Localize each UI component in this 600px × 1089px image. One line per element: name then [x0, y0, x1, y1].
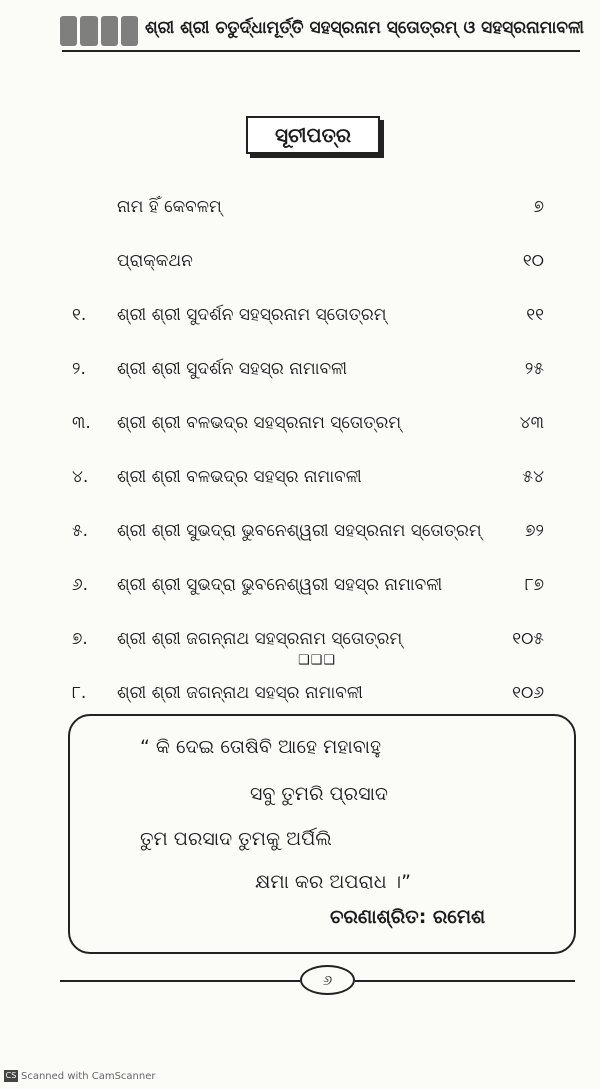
toc-row: [0, 460, 600, 494]
watermark-text: Scanned with CamScanner: [21, 1070, 156, 1082]
toc-row: [0, 676, 600, 710]
toc-number: ୬.: [72, 575, 89, 595]
footer-divider-right: [355, 980, 575, 982]
toc-page-number: ୪୩: [519, 413, 544, 433]
toc-entry-title: ନାମ ହିଁ କେବଳମ୍: [117, 197, 222, 217]
toc-page-number: ୫୪: [522, 467, 544, 487]
running-header: [40, 6, 584, 56]
page-number-badge: ୬: [300, 965, 355, 995]
toc-entry-title: ଶ୍ରୀ ଶ୍ରୀ ସୁଦର୍ଶନ ସହସ୍ରନାମ ସ୍ତୋତ୍ରମ୍: [117, 305, 387, 325]
toc-row: [0, 190, 600, 224]
toc-page-number: ୧୦୫: [512, 629, 544, 649]
quote-line: “ କି ଦେଇ ତୋଷିବି ଆହେ ମହାବାହୁ: [140, 736, 382, 758]
toc-row: [0, 298, 600, 332]
toc-number: ୧.: [72, 305, 87, 325]
footer-divider-left: [60, 980, 300, 982]
toc-row: [0, 244, 600, 278]
quote-line: କ୍ଷମା କର ଅପରାଧ ।”: [255, 871, 412, 893]
toc-row: [0, 406, 600, 440]
toc-entry-title: ଶ୍ରୀ ଶ୍ରୀ ବଳଭଦ୍ର ସହସ୍ର ନାମାବଳୀ: [117, 467, 362, 487]
toc-page-number: ୭: [533, 197, 544, 217]
toc-number: ୪.: [72, 467, 89, 487]
toc-page-number: ୧୦: [522, 251, 544, 271]
toc-page-number: ୨୫: [524, 359, 544, 379]
toc-entry-title: ଶ୍ରୀ ଶ୍ରୀ ଜଗନ୍ନାଥ ସହସ୍ରନାମ ସ୍ତୋତ୍ରମ୍: [117, 629, 403, 649]
quote-author: ଚରଣାଶ୍ରିତ: ରମେଶ: [330, 906, 486, 928]
quote-line: ତୁମ ପରସାଦ ତୁମକୁ ଅର୍ପିଲି: [140, 828, 332, 850]
toc-entry-title: ଶ୍ରୀ ଶ୍ରୀ ସୁଭଦ୍ରା ଭୁବନେଶ୍ୱରୀ ସହସ୍ରନାମ ସ୍ତୋତ୍ରମ୍: [117, 521, 482, 541]
deities-icon: [60, 16, 138, 46]
toc-entry-title: ଶ୍ରୀ ଶ୍ରୀ ଜଗନ୍ନାଥ ସହସ୍ର ନାମାବଳୀ: [117, 683, 363, 703]
toc-entry-title: ପ୍ରାକ୍କଥନ: [117, 251, 193, 271]
toc-number: ୭.: [72, 629, 88, 649]
toc-row: [0, 622, 600, 656]
toc-row: [0, 568, 600, 602]
toc-number: ୩.: [72, 413, 91, 433]
toc-entry-title: ଶ୍ରୀ ଶ୍ରୀ ସୁଦର୍ଶନ ସହସ୍ର ନାମାବଳୀ: [117, 359, 348, 379]
toc-row: [0, 514, 600, 548]
toc-number: ୫.: [72, 521, 89, 541]
header-divider: [62, 50, 580, 52]
toc-row: [0, 352, 600, 386]
toc-entry-title: ଶ୍ରୀ ଶ୍ରୀ ବଳଭଦ୍ର ସହସ୍ରନାମ ସ୍ତୋତ୍ରମ୍: [117, 413, 402, 433]
scanner-watermark: [4, 1070, 156, 1082]
toc-page-number: ୭୨: [525, 521, 544, 541]
toc-number: ୨.: [72, 359, 86, 379]
toc-page-number: ୧୧: [526, 305, 544, 325]
camscanner-icon: CS: [5, 1071, 17, 1080]
quote-box: [68, 714, 576, 954]
toc-entry-title: ଶ୍ରୀ ଶ୍ରୀ ସୁଭଦ୍ରା ଭୁବନେଶ୍ୱରୀ ସହସ୍ର ନାମାବଳୀ: [117, 575, 443, 595]
section-separator: ❑❑❑: [298, 653, 336, 668]
header-title: ଶ୍ରୀ ଶ୍ରୀ ଚତୁର୍ଦ୍ଧାମୂର୍ତ୍ତି ସହସ୍ରନାମ ସ୍ତୋତ୍ରମ୍ ଓ ସହସ୍ରନାମାବଳୀ: [145, 18, 584, 38]
toc-page-number: ୧୦୬: [512, 683, 544, 703]
toc-page-number: ୮୭: [524, 575, 544, 595]
toc-heading: ସୂଚୀପତ୍ର: [246, 116, 380, 154]
quote-line: ସବୁ ତୁମରି ପ୍ରସାଦ: [250, 783, 388, 805]
toc-number: ୮.: [72, 683, 87, 703]
